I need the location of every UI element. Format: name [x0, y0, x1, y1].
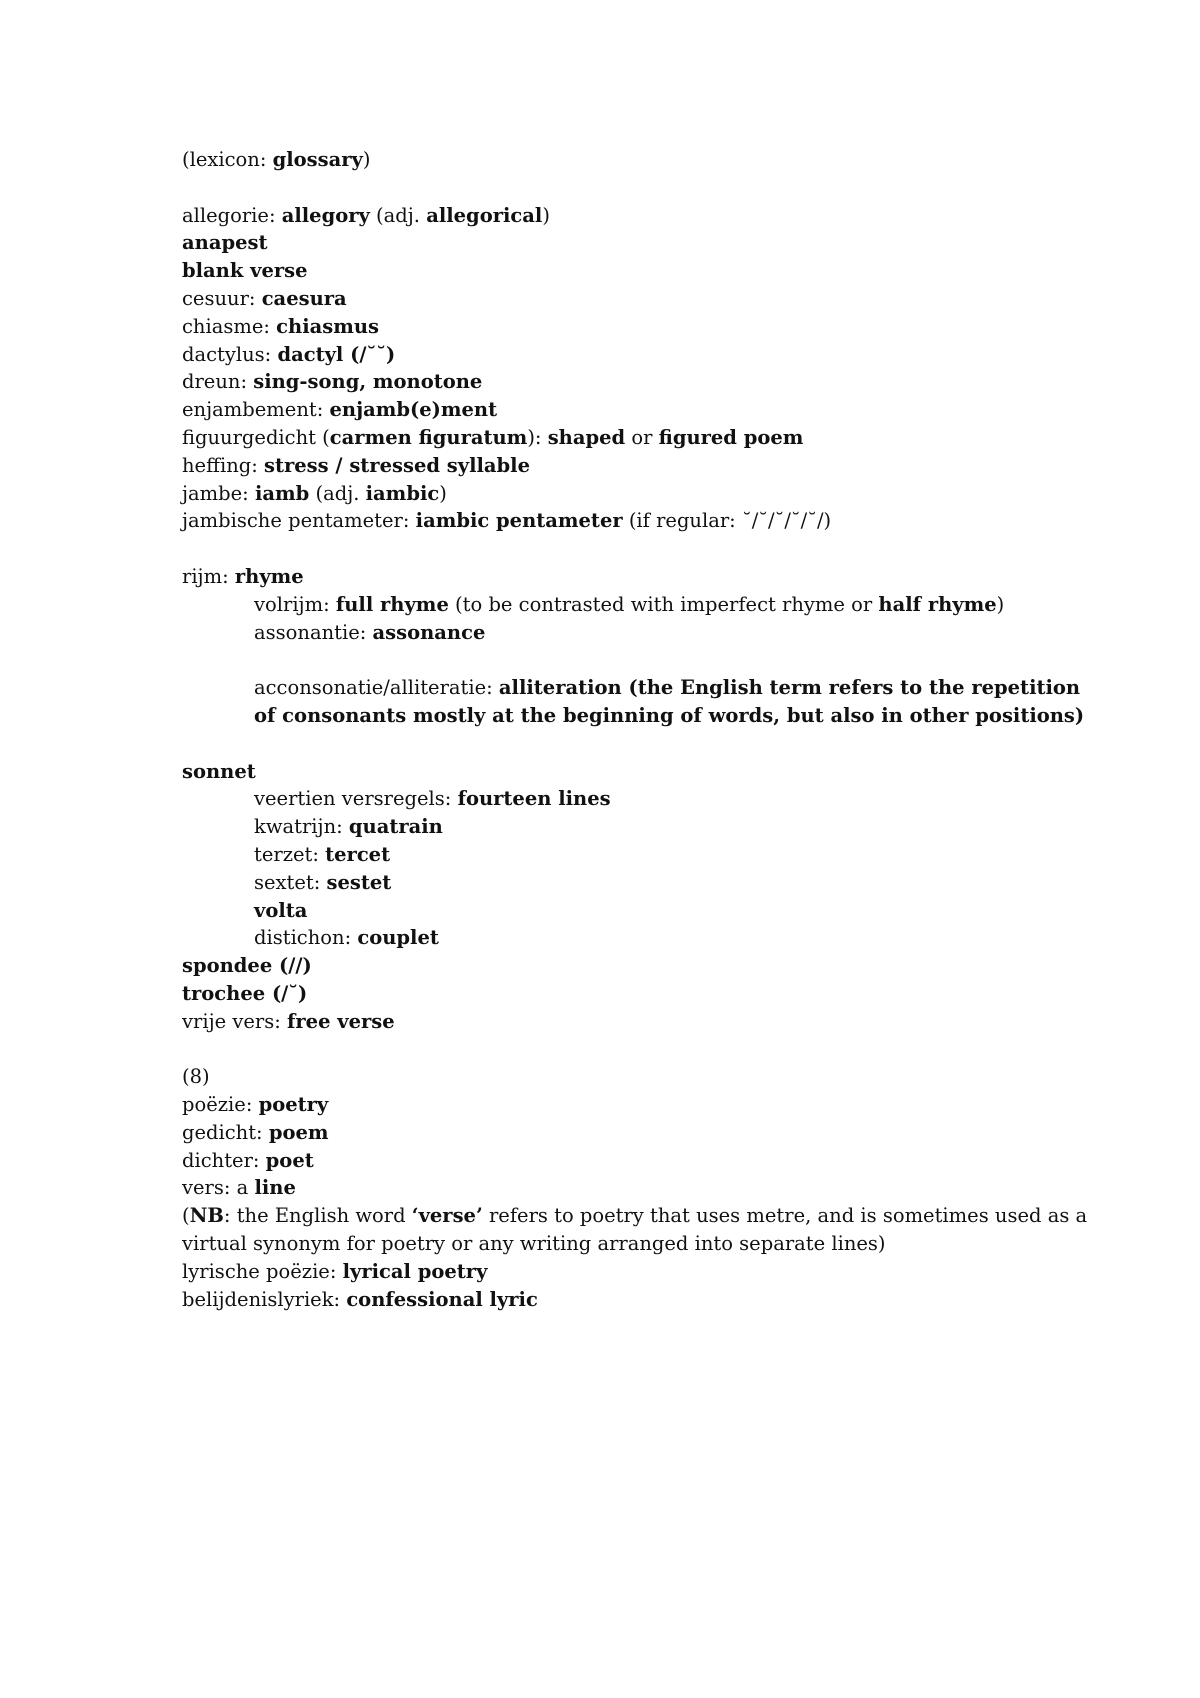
glossary-term: poetry [258, 1093, 329, 1117]
glossary-text: acconsonatie/alliteratie: [254, 676, 499, 700]
glossary-term: sonnet [182, 759, 256, 783]
glossary-text: terzet: [254, 842, 326, 866]
blank-line [182, 174, 1102, 202]
glossary-term: free verse [287, 1009, 395, 1033]
blank-line [182, 535, 1102, 563]
glossary-text: veertien versregels: [254, 787, 458, 811]
glossary-term: shaped [547, 425, 626, 449]
glossary-line [182, 785, 1102, 813]
glossary-line [182, 1008, 1102, 1036]
glossary-line [182, 674, 1102, 730]
glossary-text: vers: a [182, 1176, 255, 1200]
glossary-text: heffing: [182, 453, 264, 477]
blank-line [182, 730, 1102, 758]
glossary-line [182, 952, 1102, 980]
glossary-text: chiasme: [182, 314, 277, 338]
glossary-line [182, 1258, 1102, 1286]
glossary-text: assonantie: [254, 620, 373, 644]
glossary-term: lyrical poetry [342, 1259, 488, 1283]
glossary-term: sestet [326, 870, 392, 894]
glossary-text: poëzie: [182, 1093, 259, 1117]
glossary-term: tercet [325, 842, 391, 866]
glossary-text: rijm: [182, 564, 235, 588]
glossary-line [182, 341, 1102, 369]
glossary-line [182, 758, 1102, 786]
glossary-term: iamb [254, 481, 310, 505]
glossary-term: assonance [372, 620, 486, 644]
glossary-text: figuurgedicht ( [182, 425, 330, 449]
glossary-text: (adj. [309, 481, 366, 505]
glossary-term: figured poem [658, 425, 804, 449]
glossary-term: chiasmus [276, 314, 380, 338]
glossary-term: half rhyme [878, 592, 997, 616]
glossary-term: carmen figuratum [329, 425, 528, 449]
glossary-text: vrije vers: [182, 1009, 288, 1033]
glossary-text: allegorie: [182, 203, 282, 227]
glossary-term: trochee (/˘) [182, 981, 308, 1005]
glossary-text: kwatrijn: [254, 815, 349, 839]
glossary-term: fourteen lines [457, 787, 611, 811]
glossary-term: rhyme [234, 564, 304, 588]
glossary-line [182, 146, 1102, 174]
glossary-text: dichter: [182, 1148, 266, 1172]
glossary-line [182, 869, 1102, 897]
glossary-line [182, 841, 1102, 869]
glossary-line [182, 396, 1102, 424]
glossary-term: allegory [281, 203, 370, 227]
glossary-term: sing-song, monotone [253, 370, 483, 394]
glossary-line [182, 563, 1102, 591]
glossary-line [182, 368, 1102, 396]
glossary-line [182, 897, 1102, 925]
glossary-text: jambe: [182, 481, 255, 505]
glossary-term: couplet [357, 926, 439, 950]
glossary-line [182, 452, 1102, 480]
glossary-text: volrijm: [254, 592, 336, 616]
blank-line [182, 1036, 1102, 1064]
glossary-text: dactylus: [182, 342, 278, 366]
glossary-line [182, 1091, 1102, 1119]
glossary-text: refers to poetry that uses metre, and is sometimes used as a virtual synonym for poetry or any writing arranged into separate lines) [182, 1204, 1088, 1256]
glossary-line [182, 313, 1102, 341]
glossary-text: gedicht: [182, 1120, 269, 1144]
glossary-line [182, 285, 1102, 313]
glossary-line [182, 202, 1102, 230]
blank-line [182, 646, 1102, 674]
glossary-line [182, 480, 1102, 508]
glossary-text: ) [542, 203, 550, 227]
glossary-line [182, 507, 1102, 535]
glossary-line [182, 257, 1102, 285]
glossary-line [182, 229, 1102, 257]
glossary-text: (8) [182, 1065, 210, 1089]
glossary-text: jambische pentameter: [182, 509, 416, 533]
glossary-term: iambic pentameter [415, 509, 623, 533]
glossary-text: dreun: [182, 370, 254, 394]
glossary-term: alliteration (the English term refers to the repetition of consonants mostly at the beginning of words, but also in other positions) [254, 676, 1085, 727]
glossary-term: enjamb(e)ment [329, 398, 498, 422]
glossary-line [182, 980, 1102, 1008]
glossary-term: blank verse [182, 259, 308, 283]
glossary-text: ( [182, 1204, 190, 1228]
glossary-term: NB [189, 1204, 224, 1228]
glossary-line [182, 1147, 1102, 1175]
glossary-text: ) [362, 148, 371, 171]
glossary-line [182, 1202, 1102, 1258]
glossary-text: : the English word [223, 1204, 412, 1228]
glossary-line [182, 1174, 1102, 1202]
glossary-text: (lexicon: [182, 148, 273, 171]
glossary-text: enjambement: [182, 398, 330, 422]
glossary-line [182, 1286, 1102, 1314]
glossary-text: (to be contrasted with imperfect rhyme or [448, 592, 879, 616]
glossary-term: ‘verse’ [411, 1204, 483, 1228]
glossary-line [182, 813, 1102, 841]
glossary-text: or [625, 425, 659, 449]
glossary-term: anapest [182, 231, 268, 255]
glossary-term: stress / stressed syllable [264, 453, 530, 477]
glossary-term: dactyl (/˘˘) [277, 342, 396, 366]
glossary-text: lyrische poëzie: [182, 1259, 343, 1283]
glossary-term: caesura [261, 286, 347, 310]
glossary-line [182, 1119, 1102, 1147]
glossary-line [182, 1063, 1102, 1091]
glossary-text: ): [527, 425, 548, 449]
glossary-text: (if regular: ˘/˘/˘/˘/˘/) [622, 509, 832, 533]
glossary-text: (adj. [369, 203, 427, 227]
glossary-text: sextet: [254, 870, 327, 894]
glossary-text: ) [996, 592, 1005, 616]
glossary-term: full rhyme [335, 592, 449, 616]
glossary-term: iambic [365, 481, 440, 505]
glossary-text: ) [439, 481, 447, 505]
glossary-text: distichon: [254, 926, 358, 950]
glossary-term: confessional lyric [346, 1287, 538, 1311]
glossary-text: cesuur: [182, 286, 262, 310]
glossary-term: quatrain [348, 815, 443, 839]
glossary-line [182, 591, 1102, 619]
glossary-term: line [254, 1176, 296, 1200]
glossary-line [182, 924, 1102, 952]
glossary-term: volta [254, 898, 308, 922]
glossary-term: spondee (//) [182, 954, 312, 978]
glossary-term: poet [265, 1148, 314, 1172]
glossary-term: allegorical [426, 203, 543, 227]
glossary-text: belijdenislyriek: [182, 1287, 347, 1311]
glossary-term: poem [268, 1120, 329, 1144]
glossary-line [182, 424, 1102, 452]
glossary-body [182, 146, 1102, 1313]
glossary-term: glossary [272, 148, 363, 171]
glossary-line [182, 619, 1102, 647]
